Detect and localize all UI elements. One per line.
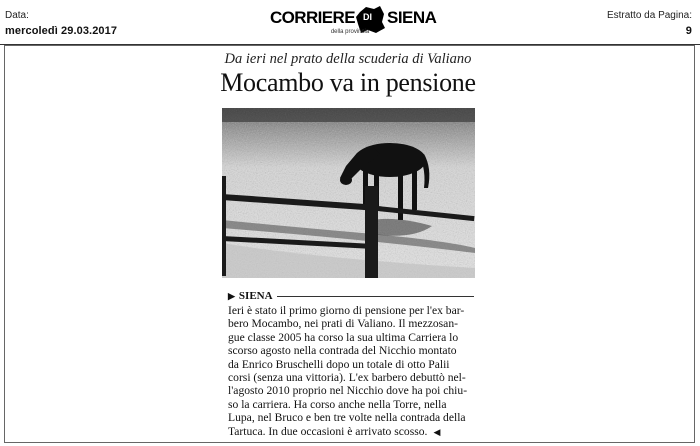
date-value: mercoledì 29.03.2017 bbox=[5, 25, 118, 37]
article-title: Mocambo va in pensione bbox=[220, 68, 476, 97]
article-line: l'agosto 2010 proprio nel Nicchio dove ha poi chiu- bbox=[228, 384, 468, 398]
masthead-name-part1: CORRIERE bbox=[270, 8, 355, 27]
masthead-name-part2: SIENA bbox=[387, 8, 437, 27]
horse-photo bbox=[222, 108, 475, 278]
header-date bbox=[5, 10, 117, 37]
dateline-text: SIENA bbox=[238, 290, 273, 302]
extract-label: Estratto da Pagina: bbox=[606, 10, 692, 21]
article-line: so la carriera. Ha corso anche nella Torre, nella bbox=[228, 397, 447, 411]
article-line: da Enrico Bruschelli dopo un totale di otto Palii bbox=[228, 357, 450, 371]
dateline-rule bbox=[277, 296, 474, 297]
article-kicker: Da ieri nel prato della scuderia di Valiano bbox=[224, 51, 472, 67]
article-line: scorso agosto nella contrada del Nicchio montato bbox=[228, 344, 457, 358]
masthead-subtitle: della provincia bbox=[330, 29, 370, 35]
masthead-name-mid: DI bbox=[363, 12, 372, 22]
article-line: Ieri è stato il primo giorno di pensione per l'ex bar- bbox=[228, 304, 465, 317]
article-line: bero Mocambo, nei prati di Valiano. Il mezzosan- bbox=[228, 317, 458, 331]
article-line: corsi (senza una vittoria). L'ex barbero debuttò nel- bbox=[228, 371, 466, 385]
dateline-arrow-icon: ▶ bbox=[228, 290, 235, 301]
article-body bbox=[228, 290, 474, 439]
article-text bbox=[228, 304, 474, 439]
end-arrow-icon: ◀ bbox=[433, 426, 441, 437]
article-dateline bbox=[228, 290, 474, 302]
date-label: Data: bbox=[5, 10, 29, 21]
article-line: Lupa, nel Bruco e ben tre volte nella contrada della bbox=[228, 411, 466, 425]
article-line-last bbox=[228, 425, 474, 439]
newspaper-masthead bbox=[270, 6, 440, 42]
header-page bbox=[607, 10, 692, 37]
article-line: gue classe 2005 ha corso la sua ultima Carriera lo bbox=[228, 330, 459, 344]
article-line-text: Tartuca. In due occasioni è arrivato scosso. bbox=[228, 424, 428, 438]
page-number: 9 bbox=[685, 25, 692, 37]
